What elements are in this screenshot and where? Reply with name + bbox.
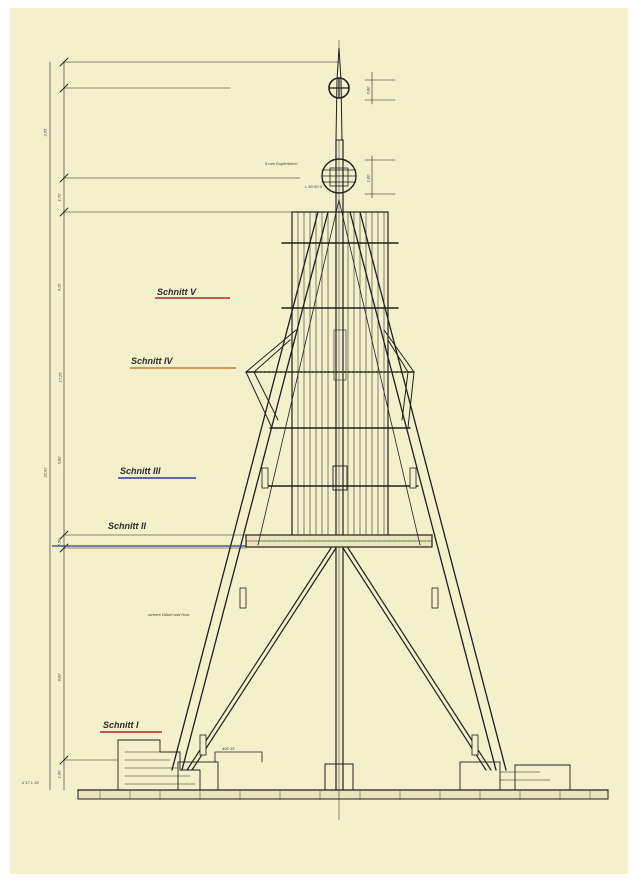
bolt-annotation: sichere Dübel und Holz bbox=[148, 612, 190, 617]
corner-annotation: Z 17 L 52 bbox=[22, 780, 39, 785]
schnitt-i-label: Schnitt I bbox=[103, 720, 139, 730]
dim-left-inner-3: 6,80 bbox=[56, 456, 62, 465]
dim-left-outer-2: 1,70 bbox=[56, 193, 62, 202]
finial-top-sphere bbox=[329, 78, 349, 98]
dim-left-inner-4: 0,50 bbox=[56, 538, 62, 547]
dim-left-outer-1: 2,65 bbox=[42, 128, 48, 137]
schnitt-ii-label: Schnitt II bbox=[108, 521, 146, 531]
dim-left-outer-5: 1,00 bbox=[56, 770, 62, 779]
schnitt-iv-label: Schnitt IV bbox=[131, 356, 173, 366]
angle-annotation: L 50·50·5 bbox=[305, 184, 323, 189]
sphere-annotation: 9 mm Kupferblech bbox=[265, 161, 298, 166]
dim-left-outer-3: 22,62 bbox=[42, 467, 48, 478]
dim-left-inner-1: 4,15 bbox=[56, 283, 62, 292]
schnitt-iii-label: Schnitt III bbox=[120, 466, 161, 476]
dim-top-right-1: 0,80 bbox=[365, 86, 371, 95]
dim-top-right-2: 1,00 bbox=[365, 174, 371, 183]
base-annotation: 400·15 bbox=[222, 746, 235, 751]
dim-left-outer-4: 6,00 bbox=[56, 673, 62, 682]
schnitt-v-label: Schnitt V bbox=[157, 287, 197, 297]
paper-background bbox=[10, 8, 628, 874]
dim-left-inner-2: 17,25 bbox=[57, 372, 63, 383]
